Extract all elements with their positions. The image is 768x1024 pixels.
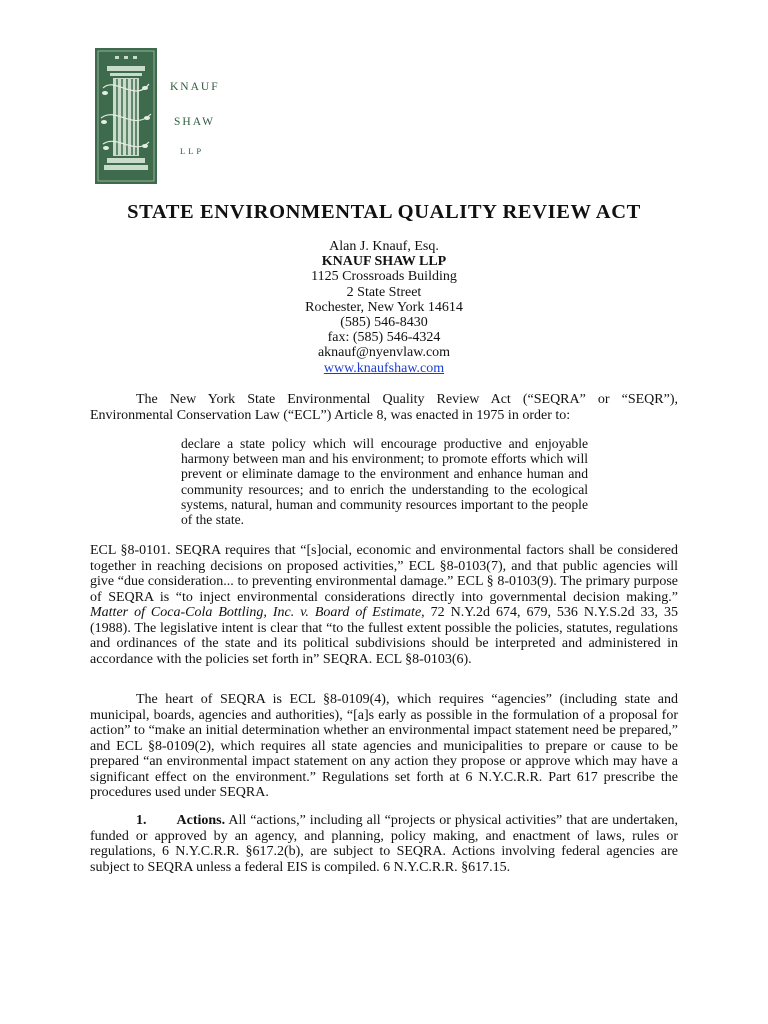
email-address: aknauf@nyenvlaw.com bbox=[317, 345, 451, 361]
author-name: Alan J. Knauf, Esq. bbox=[329, 239, 439, 254]
website-link[interactable]: www.knaufshaw.com bbox=[323, 360, 445, 376]
document-title: STATE ENVIRONMENTAL QUALITY REVIEW ACT bbox=[127, 201, 641, 223]
logo-text-shaw: SHAW bbox=[174, 116, 215, 128]
paragraph-2-text bbox=[90, 543, 678, 667]
section-1-number: 1. bbox=[136, 813, 147, 828]
case-citation: Matter of Coca-Cola Bottling, Inc. v. Board of Estimate bbox=[90, 605, 422, 620]
intro-paragraph bbox=[90, 392, 678, 423]
fax-number: fax: (585) 546-4324 bbox=[327, 330, 441, 346]
phone-number: (585) 546-8430 bbox=[340, 315, 428, 331]
author-address-block bbox=[0, 239, 768, 376]
block-quote bbox=[181, 436, 588, 527]
address-street: 2 State Street bbox=[346, 284, 422, 300]
intro-text: The New York State Environmental Quality Review Act (“SEQRA” or “SEQR”), Environmental Conservation Law (“ECL”) Article 8, was enacted in 1975 in order to: bbox=[90, 392, 678, 423]
logo-text-llp: LLP bbox=[180, 146, 205, 156]
section-1-heading: Actions. bbox=[176, 813, 226, 828]
paragraph-2-part1: ECL §8-0101. SEQRA requires that “[s]ocial, economic and environmental factors shall be considered together in reaching decisions on proposed activities,” ECL §8-0103(7), and that public agencies will give “due consideration... to preventing environmental damage.” ECL § 8-0103(9). The primary purpose of SEQRA is “to inject environmental considerations directly into governmental decision making.” bbox=[90, 543, 678, 605]
paragraph-2-part2: , 72 N.Y.2d 674, 679, 536 N.Y.S.2d 33, 35 (1988). The legislative intent is clear that “to the fullest extent possible the policies, statutes, regulations and ordinances of the state and its political subdivisions should be interpreted and administered in accordance with the policies set forth in” SEQRA. ECL §8-0103(6). bbox=[90, 605, 678, 667]
address-city: Rochester, New York 14614 bbox=[305, 299, 463, 315]
section-1-body: All “actions,” including all “projects or physical activities” that are undertaken, funded or approved by an agency, and planning, policy making, and enactment of laws, rules or regulations, 6 N.Y.C.R.R. §617.2(b), are subject to SEQRA. Actions involving federal agencies are subject to SEQRA unless a federal EIS is compiled. 6 N.Y.C.R.R. §617.15. bbox=[90, 813, 678, 875]
paragraph-3 bbox=[90, 692, 678, 801]
quote-text: declare a state policy which will encourage productive and enjoyable harmony between man and his environment; to promote efforts which will prevent or eliminate damage to the environment and enhance human and community resources; and to enrich the understanding to the ecological systems, natural, human and community resources important to the people of the state. bbox=[181, 436, 588, 528]
firm-name: KNAUF SHAW LLP bbox=[321, 254, 447, 270]
section-1-text bbox=[90, 813, 678, 875]
paragraph-2 bbox=[90, 543, 678, 667]
paragraph-3-text: The heart of SEQRA is ECL §8-0109(4), which requires “agencies” (including state and municipal, boards, agencies and authorities), “[a]s early as possible in the formulation of a proposal for action” to “make an initial determination whether an environmental impact statement need be prepared,” and ECL §8-0109(2), which requires all state agencies and municipalities to prepare or cause to be prepared “an environmental impact statement on any action they propose or approve which may have a significant effect on the environment.” Regulations set forth at 6 N.Y.C.R.R. Part 617 prescribe the procedures used under SEQRA. bbox=[90, 692, 678, 800]
address-building: 1125 Crossroads Building bbox=[311, 269, 457, 285]
firm-logo bbox=[95, 48, 235, 184]
section-1 bbox=[90, 813, 678, 875]
logo-text-knauf: KNAUF bbox=[170, 81, 220, 93]
column-logo-icon bbox=[95, 48, 157, 184]
